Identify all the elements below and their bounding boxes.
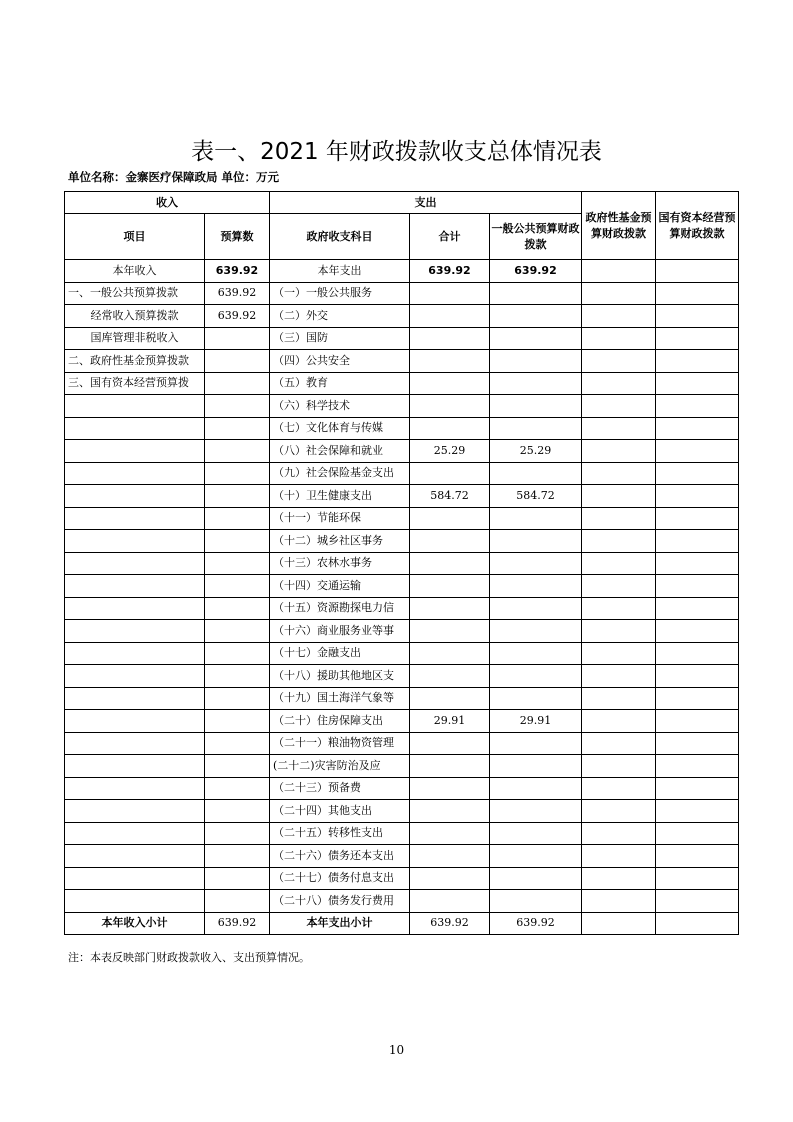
expense-fund-cell: [582, 260, 656, 283]
expense-state-cell: [656, 417, 739, 440]
table-row: [65, 620, 739, 643]
income-budget-cell: [205, 575, 270, 598]
expense-fund-cell: [582, 777, 656, 800]
budget-table: [64, 191, 739, 935]
income-budget-cell: [205, 890, 270, 913]
income-item-cell: [65, 485, 205, 508]
subtotal-total-value: 639.92: [410, 912, 490, 935]
income-budget-cell: [205, 777, 270, 800]
income-item-cell: [65, 642, 205, 665]
income-budget-cell: [205, 867, 270, 890]
income-budget-cell: [205, 507, 270, 530]
income-budget-cell: [205, 687, 270, 710]
fund-header: 政府性基金预算财政拨款: [582, 192, 656, 260]
expense-subject-cell: （一）一般公共服务: [270, 282, 410, 305]
expense-state-cell: [656, 530, 739, 553]
income-item-cell: [65, 597, 205, 620]
table-row: [65, 530, 739, 553]
income-budget-cell: [205, 530, 270, 553]
expense-subject-cell: （十八）援助其他地区支: [270, 665, 410, 688]
expense-total-cell: [410, 507, 490, 530]
expense-subject-cell: 本年支出: [270, 260, 410, 283]
table-row: [65, 822, 739, 845]
expense-total-cell: [410, 845, 490, 868]
table-row: [65, 845, 739, 868]
expense-general-cell: [490, 890, 582, 913]
expense-general-cell: [490, 530, 582, 553]
expense-subject-cell: （八）社会保障和就业: [270, 440, 410, 463]
subtotal-state-value: [656, 912, 739, 935]
expense-subject-cell: （二十六）债务还本支出: [270, 845, 410, 868]
expense-general-cell: [490, 552, 582, 575]
table-row: [65, 552, 739, 575]
table-row: [65, 440, 739, 463]
income-item-cell: [65, 867, 205, 890]
expense-subject-cell: （七）文化体育与传媒: [270, 417, 410, 440]
table-row: [65, 462, 739, 485]
expense-total-cell: [410, 575, 490, 598]
expense-subject-cell: (二十二)灾害防治及应: [270, 755, 410, 778]
income-budget-cell: [205, 440, 270, 463]
income-item-cell: [65, 732, 205, 755]
income-budget-cell: [205, 642, 270, 665]
subtotal-income-value: 639.92: [205, 912, 270, 935]
income-item-cell: [65, 822, 205, 845]
expense-total-cell: [410, 890, 490, 913]
expense-fund-cell: [582, 372, 656, 395]
expense-subject-cell: （六）科学技术: [270, 395, 410, 418]
expense-fund-cell: [582, 687, 656, 710]
table-row: [65, 372, 739, 395]
income-budget-cell: [205, 552, 270, 575]
expense-state-cell: [656, 575, 739, 598]
expense-total-cell: [410, 327, 490, 350]
income-budget-cell: [205, 462, 270, 485]
budget-header: 预算数: [205, 214, 270, 260]
header-row-1: [65, 192, 739, 214]
subtotal-expense-label: 本年支出小计: [270, 912, 410, 935]
income-budget-cell: [205, 732, 270, 755]
expense-general-cell: [490, 350, 582, 373]
income-budget-cell: 639.92: [205, 260, 270, 283]
table-row: [65, 507, 739, 530]
expense-subject-cell: （二十三）预备费: [270, 777, 410, 800]
expense-state-cell: [656, 687, 739, 710]
general-budget-header: 一般公共预算财政拨款: [490, 214, 582, 260]
expense-total-cell: [410, 305, 490, 328]
table-row: [65, 260, 739, 283]
expense-subject-cell: （二）外交: [270, 305, 410, 328]
table-row: [65, 305, 739, 328]
expense-total-cell: [410, 665, 490, 688]
expense-general-cell: [490, 282, 582, 305]
expense-fund-cell: [582, 440, 656, 463]
expense-general-cell: [490, 327, 582, 350]
table-row: [65, 755, 739, 778]
expense-fund-cell: [582, 755, 656, 778]
expense-subject-cell: （十四）交通运输: [270, 575, 410, 598]
expense-total-cell: 25.29: [410, 440, 490, 463]
expense-subject-cell: （十五）资源勘探电力信: [270, 597, 410, 620]
income-header: 收入: [65, 192, 270, 214]
expense-total-cell: [410, 282, 490, 305]
expense-fund-cell: [582, 597, 656, 620]
expense-subject-cell: （十）卫生健康支出: [270, 485, 410, 508]
income-budget-cell: [205, 327, 270, 350]
expense-total-cell: [410, 395, 490, 418]
expense-subject-cell: （二十四）其他支出: [270, 800, 410, 823]
income-item-cell: [65, 710, 205, 733]
income-budget-cell: [205, 597, 270, 620]
expense-subject-cell: （四）公共安全: [270, 350, 410, 373]
expense-total-cell: [410, 755, 490, 778]
expense-general-cell: 29.91: [490, 710, 582, 733]
expense-general-cell: [490, 462, 582, 485]
subtotal-row: [65, 912, 739, 935]
expense-total-cell: [410, 620, 490, 643]
expense-general-cell: [490, 507, 582, 530]
income-item-cell: [65, 462, 205, 485]
table-row: [65, 687, 739, 710]
expense-general-cell: [490, 800, 582, 823]
expense-subject-cell: （十七）金融支出: [270, 642, 410, 665]
expense-subject-cell: （二十五）转移性支出: [270, 822, 410, 845]
table-note: 注：本表反映部门财政拨款收入、支出预算情况。: [68, 951, 310, 964]
table-row: [65, 800, 739, 823]
table-row: [65, 867, 739, 890]
expense-fund-cell: [582, 395, 656, 418]
expense-total-cell: [410, 777, 490, 800]
expense-total-cell: [410, 687, 490, 710]
expense-general-cell: [490, 642, 582, 665]
expense-total-cell: 639.92: [410, 260, 490, 283]
expense-general-cell: [490, 665, 582, 688]
expense-general-cell: [490, 755, 582, 778]
income-item-cell: 二、政府性基金预算拨款: [65, 350, 205, 373]
income-item-cell: [65, 552, 205, 575]
item-header: 项目: [65, 214, 205, 260]
income-item-cell: [65, 440, 205, 463]
table-row: [65, 350, 739, 373]
table-row: [65, 890, 739, 913]
expense-fund-cell: [582, 327, 656, 350]
expense-general-cell: [490, 597, 582, 620]
expense-general-cell: [490, 372, 582, 395]
expense-subject-cell: （三）国防: [270, 327, 410, 350]
expense-fund-cell: [582, 417, 656, 440]
income-budget-cell: [205, 845, 270, 868]
page-number: 10: [388, 1043, 405, 1057]
expense-total-cell: [410, 530, 490, 553]
expense-fund-cell: [582, 867, 656, 890]
income-item-cell: [65, 755, 205, 778]
income-budget-cell: [205, 485, 270, 508]
expense-subject-cell: （十一）节能环保: [270, 507, 410, 530]
expense-fund-cell: [582, 282, 656, 305]
expense-general-cell: 584.72: [490, 485, 582, 508]
income-item-cell: [65, 890, 205, 913]
table-row: [65, 485, 739, 508]
expense-general-cell: [490, 305, 582, 328]
expense-subject-cell: （十六）商业服务业等事: [270, 620, 410, 643]
expense-subject-cell: （九）社会保险基金支出: [270, 462, 410, 485]
expense-subject-cell: （二十）住房保障支出: [270, 710, 410, 733]
income-item-cell: 三、国有资本经营预算拨: [65, 372, 205, 395]
expense-state-cell: [656, 395, 739, 418]
expense-general-cell: [490, 417, 582, 440]
expense-general-cell: 25.29: [490, 440, 582, 463]
expense-total-cell: [410, 732, 490, 755]
expense-total-cell: [410, 462, 490, 485]
expense-state-cell: [656, 350, 739, 373]
expense-state-cell: [656, 800, 739, 823]
total-header: 合计: [410, 214, 490, 260]
expense-fund-cell: [582, 305, 656, 328]
income-item-cell: [65, 575, 205, 598]
income-budget-cell: [205, 710, 270, 733]
expense-general-cell: 639.92: [490, 260, 582, 283]
subject-header: 政府收支科目: [270, 214, 410, 260]
income-budget-cell: [205, 620, 270, 643]
expense-state-cell: [656, 642, 739, 665]
expense-subject-cell: （二十一）粮油物资管理: [270, 732, 410, 755]
income-item-cell: [65, 665, 205, 688]
expense-general-cell: [490, 732, 582, 755]
income-item-cell: 一、一般公共预算拨款: [65, 282, 205, 305]
table-row: [65, 282, 739, 305]
expense-subject-cell: （十三）农林水事务: [270, 552, 410, 575]
expense-general-cell: [490, 687, 582, 710]
table-body: [65, 260, 739, 913]
expense-total-cell: [410, 350, 490, 373]
income-item-cell: [65, 395, 205, 418]
expense-subject-cell: （十二）城乡社区事务: [270, 530, 410, 553]
table-row: [65, 732, 739, 755]
expense-fund-cell: [582, 350, 656, 373]
expense-total-cell: [410, 867, 490, 890]
income-item-cell: [65, 530, 205, 553]
table-title: 表一、2021 年财政拨款收支总体情况表: [191, 139, 602, 165]
income-item-cell: 本年收入: [65, 260, 205, 283]
income-budget-cell: [205, 372, 270, 395]
expense-total-cell: 29.91: [410, 710, 490, 733]
expense-general-cell: [490, 620, 582, 643]
table-row: [65, 710, 739, 733]
expense-general-cell: [490, 395, 582, 418]
income-budget-cell: [205, 350, 270, 373]
table-row: [65, 642, 739, 665]
expense-state-cell: [656, 372, 739, 395]
expense-fund-cell: [582, 485, 656, 508]
state-capital-header: 国有资本经营预算财政拨款: [656, 192, 739, 260]
income-budget-cell: [205, 417, 270, 440]
expense-subject-cell: （十九）国土海洋气象等: [270, 687, 410, 710]
expense-total-cell: [410, 800, 490, 823]
expense-state-cell: [656, 732, 739, 755]
expense-header: 支出: [270, 192, 582, 214]
expense-fund-cell: [582, 552, 656, 575]
table-row: [65, 575, 739, 598]
income-item-cell: 经常收入预算拨款: [65, 305, 205, 328]
expense-state-cell: [656, 890, 739, 913]
income-item-cell: [65, 687, 205, 710]
income-item-cell: 国库管理非税收入: [65, 327, 205, 350]
expense-state-cell: [656, 260, 739, 283]
income-item-cell: [65, 777, 205, 800]
expense-fund-cell: [582, 620, 656, 643]
expense-state-cell: [656, 327, 739, 350]
income-item-cell: [65, 507, 205, 530]
expense-general-cell: [490, 777, 582, 800]
expense-fund-cell: [582, 890, 656, 913]
income-budget-cell: [205, 395, 270, 418]
expense-fund-cell: [582, 710, 656, 733]
expense-fund-cell: [582, 530, 656, 553]
table-row: [65, 327, 739, 350]
income-budget-cell: [205, 665, 270, 688]
expense-total-cell: [410, 642, 490, 665]
expense-state-cell: [656, 552, 739, 575]
expense-total-cell: 584.72: [410, 485, 490, 508]
expense-state-cell: [656, 710, 739, 733]
expense-state-cell: [656, 485, 739, 508]
expense-total-cell: [410, 822, 490, 845]
table-row: [65, 597, 739, 620]
expense-state-cell: [656, 867, 739, 890]
subtotal-fund-value: [582, 912, 656, 935]
expense-subject-cell: （五）教育: [270, 372, 410, 395]
income-budget-cell: [205, 755, 270, 778]
expense-state-cell: [656, 462, 739, 485]
expense-state-cell: [656, 755, 739, 778]
table-row: [65, 665, 739, 688]
expense-state-cell: [656, 440, 739, 463]
expense-state-cell: [656, 665, 739, 688]
table-row: [65, 417, 739, 440]
table-row: [65, 777, 739, 800]
subtotal-general-value: 639.92: [490, 912, 582, 935]
expense-fund-cell: [582, 822, 656, 845]
expense-fund-cell: [582, 642, 656, 665]
table-row: [65, 395, 739, 418]
income-budget-cell: 639.92: [205, 282, 270, 305]
expense-total-cell: [410, 372, 490, 395]
expense-state-cell: [656, 845, 739, 868]
expense-general-cell: [490, 822, 582, 845]
expense-state-cell: [656, 620, 739, 643]
subtotal-income-label: 本年收入小计: [65, 912, 205, 935]
expense-fund-cell: [582, 732, 656, 755]
expense-fund-cell: [582, 665, 656, 688]
expense-general-cell: [490, 845, 582, 868]
expense-total-cell: [410, 552, 490, 575]
expense-fund-cell: [582, 507, 656, 530]
expense-fund-cell: [582, 800, 656, 823]
expense-subject-cell: （二十八）债务发行费用: [270, 890, 410, 913]
income-budget-cell: 639.92: [205, 305, 270, 328]
expense-total-cell: [410, 417, 490, 440]
expense-state-cell: [656, 822, 739, 845]
expense-total-cell: [410, 597, 490, 620]
income-item-cell: [65, 800, 205, 823]
expense-fund-cell: [582, 845, 656, 868]
expense-fund-cell: [582, 462, 656, 485]
expense-state-cell: [656, 305, 739, 328]
expense-general-cell: [490, 867, 582, 890]
expense-general-cell: [490, 575, 582, 598]
income-budget-cell: [205, 822, 270, 845]
expense-subject-cell: （二十七）债务付息支出: [270, 867, 410, 890]
expense-state-cell: [656, 282, 739, 305]
expense-state-cell: [656, 507, 739, 530]
expense-state-cell: [656, 777, 739, 800]
income-item-cell: [65, 417, 205, 440]
income-budget-cell: [205, 800, 270, 823]
expense-fund-cell: [582, 575, 656, 598]
expense-state-cell: [656, 597, 739, 620]
income-item-cell: [65, 620, 205, 643]
unit-line: 单位名称：金寨医疗保障政局 单位：万元: [68, 170, 280, 184]
income-item-cell: [65, 845, 205, 868]
